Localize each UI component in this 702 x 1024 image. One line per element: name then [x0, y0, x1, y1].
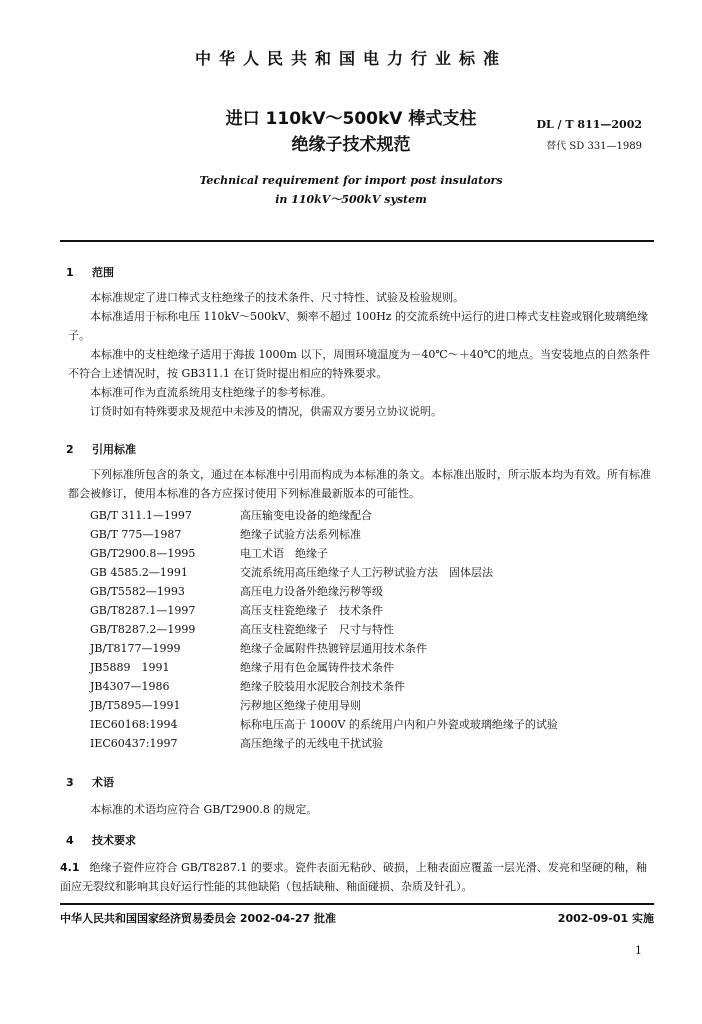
- section-number: 4: [66, 834, 74, 847]
- standard-code: DL / T 811—2002: [536, 118, 642, 131]
- standard-name: 高压绝缘子的无线电干扰试验: [240, 737, 383, 750]
- standard-code: GB/T8287.1—1997: [90, 604, 196, 617]
- standard-reference-row: [90, 564, 493, 583]
- clause-4-1: [60, 858, 654, 896]
- standard-name: 绝缘子试验方法系列标准: [240, 528, 361, 541]
- clause-number: 4.1: [60, 861, 80, 874]
- standard-name: 绝缘子用有色金属铸件技术条件: [240, 661, 394, 674]
- standard-name: 绝缘子金属附件热镀锌层通用技术条件: [240, 642, 427, 655]
- section-title: 术语: [92, 776, 114, 789]
- section-3-heading: [66, 774, 114, 790]
- section-number: 2: [66, 443, 74, 456]
- paragraph: 本标准中的支柱绝缘子适用于海拔 1000m 以下，周围环境温度为－40℃～＋40℃的地点。当安装地点的自然条件不符合上述情况时，按 GB311.1 在订货时提出相应的特殊要求。: [68, 348, 651, 380]
- standard-reference-row: [90, 640, 427, 659]
- english-title-line1: Technical requirement for import post insulators: [199, 174, 503, 187]
- industry-standard-header: 中华人民共和国电力行业标准: [194, 49, 507, 68]
- standard-reference-row: [90, 735, 383, 754]
- standard-reference-row: [90, 659, 394, 678]
- section-title: 引用标准: [92, 443, 136, 456]
- footer-divider: [60, 903, 654, 905]
- standard-code: GB/T 311.1—1997: [90, 509, 192, 522]
- replaces-code: 替代 SD 331—1989: [546, 141, 642, 152]
- document-title-line2: 绝缘子技术规范: [291, 135, 411, 155]
- standard-code: GB/T 775—1987: [90, 528, 182, 541]
- standard-name: 电工术语 绝缘子: [240, 547, 328, 560]
- standard-reference-row: [90, 583, 383, 602]
- standard-reference-row: [90, 621, 394, 640]
- standard-reference-row: [90, 545, 328, 564]
- header-divider: [60, 240, 654, 242]
- paragraph: 本标准适用于标称电压 110kV～500kV、频率不超过 100Hz 的交流系统中运行的进口棒式支柱瓷或钢化玻璃绝缘子。: [68, 310, 649, 342]
- standard-code: GB/T2900.8—1995: [90, 547, 196, 560]
- standard-name: 高压电力设备外绝缘污秽等级: [240, 585, 383, 598]
- paragraph: 本标准的术语均应符合 GB/T2900.8 的规定。: [90, 803, 318, 816]
- effective-date: 2002-09-01 实施: [557, 912, 654, 925]
- standard-reference-row: [90, 526, 361, 545]
- section-4-heading: [66, 832, 136, 848]
- standard-name: 高压输变电设备的绝缘配合: [240, 509, 372, 522]
- section-2-heading: [66, 441, 136, 457]
- section-1-heading: [66, 264, 114, 280]
- section-title: 技术要求: [92, 834, 136, 847]
- standard-name: 污秽地区绝缘子使用导则: [240, 699, 361, 712]
- paragraph: 本标准规定了进口棒式支柱绝缘子的技术条件、尺寸特性、试验及检验规则。: [90, 291, 464, 304]
- standard-code: JB5889 1991: [90, 661, 170, 674]
- standard-code: GB 4585.2—1991: [90, 566, 188, 579]
- standard-name: 高压支柱瓷绝缘子 尺寸与特性: [240, 623, 394, 636]
- standard-reference-row: [90, 716, 558, 735]
- document-title-line1: 进口 110kV～500kV 棒式支柱: [225, 109, 477, 129]
- standard-code: JB/T8177—1999: [90, 642, 181, 655]
- standard-name: 交流系统用高压绝缘子人工污秽试验方法 固体层法: [240, 566, 493, 579]
- standard-reference-row: [90, 602, 383, 621]
- section-number: 1: [66, 266, 74, 279]
- paragraph: 本标准可作为直流系统用支柱绝缘子的参考标准。: [90, 386, 332, 399]
- section-title: 范围: [92, 266, 114, 279]
- standard-code: IEC60168:1994: [90, 718, 178, 731]
- standard-code: GB/T5582—1993: [90, 585, 185, 598]
- page-number: 1: [635, 944, 642, 957]
- standard-code: JB4307—1986: [90, 680, 170, 693]
- standard-name: 高压支柱瓷绝缘子 技术条件: [240, 604, 383, 617]
- paragraph: 订货时如有特殊要求及规范中未涉及的情况，供需双方要另立协议说明。: [90, 405, 442, 418]
- english-title-line2: in 110kV～500kV system: [275, 193, 427, 206]
- standard-name: 绝缘子胶装用水泥胶合剂技术条件: [240, 680, 405, 693]
- paragraph: 下列标准所包含的条文，通过在本标准中引用而构成为本标准的条文。本标准出版时，所示版本均为有效。所有标准都会被修订，使用本标准的各方应探讨使用下列标准最新版本的可能性。: [68, 468, 651, 500]
- standard-reference-row: [90, 678, 405, 697]
- standard-code: IEC60437:1997: [90, 737, 178, 750]
- standard-reference-row: [90, 697, 361, 716]
- standard-name: 标称电压高于 1000V 的系统用户内和户外瓷或玻璃绝缘子的试验: [240, 718, 558, 731]
- clause-text: 绝缘子瓷件应符合 GB/T8287.1 的要求。瓷件表面无粘砂、破损，上釉表面应覆盖一层光滑、发亮和坚硬的釉，釉面应无裂纹和影响其良好运行性能的其他缺陷（包括缺釉、釉面碰损、杂质及针孔）。: [60, 861, 647, 893]
- standard-reference-row: [90, 507, 372, 526]
- issuer-approval: 中华人民共和国国家经济贸易委员会 2002-04-27 批准: [60, 912, 337, 925]
- section-number: 3: [66, 776, 74, 789]
- standard-code: GB/T8287.2—1999: [90, 623, 196, 636]
- standard-code: JB/T5895—1991: [90, 699, 181, 712]
